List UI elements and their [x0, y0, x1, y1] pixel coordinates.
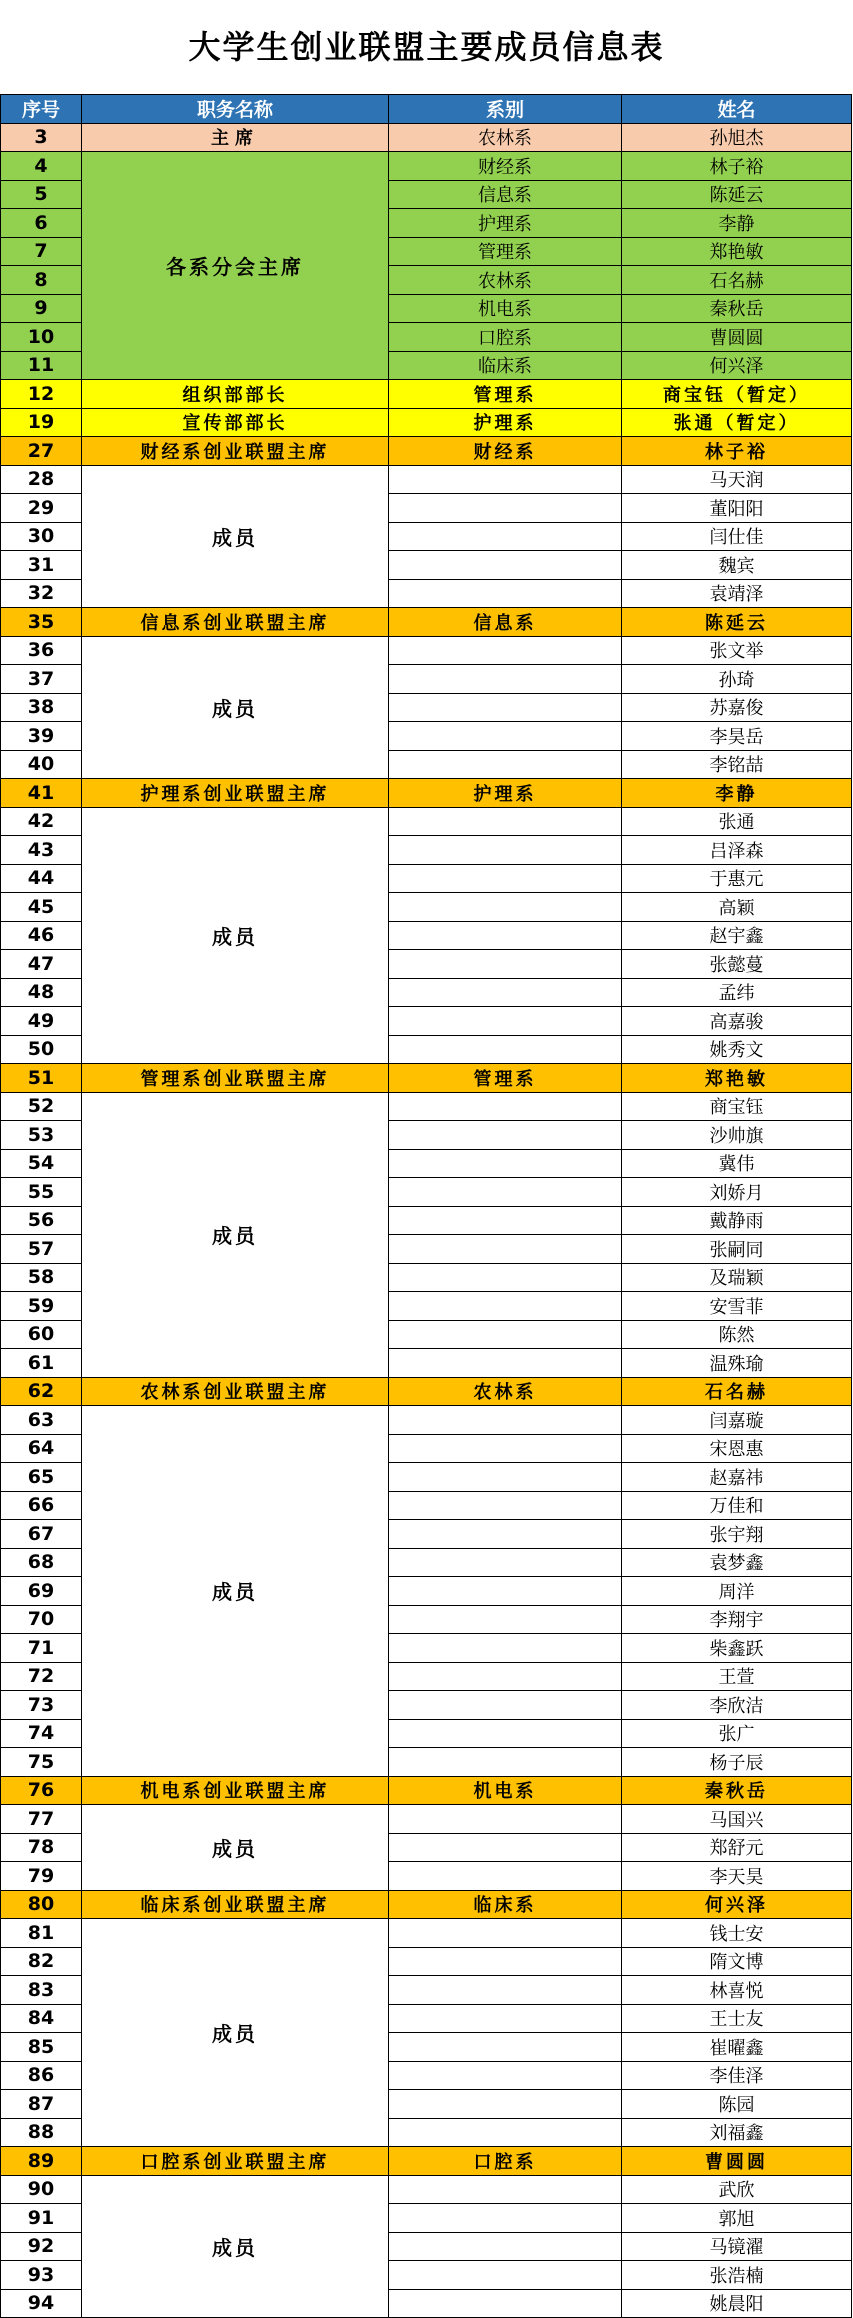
- position-cell: 各系分会主席: [82, 152, 389, 380]
- name-cell: 张广: [622, 1719, 852, 1748]
- department-cell: 农林系: [389, 1377, 622, 1406]
- name-cell: 袁梦鑫: [622, 1548, 852, 1577]
- department-cell: [389, 1520, 622, 1549]
- row-number: 91: [1, 2204, 82, 2233]
- table-row: [1, 1064, 852, 1093]
- position-cell: 成员: [82, 1406, 389, 1777]
- department-cell: [389, 1662, 622, 1691]
- department-cell: [389, 1634, 622, 1663]
- row-number: 49: [1, 1007, 82, 1036]
- table-row: [1, 636, 852, 665]
- position-cell: 财经系创业联盟主席: [82, 437, 389, 466]
- department-cell: 机电系: [389, 294, 622, 323]
- name-cell: 苏嘉俊: [622, 693, 852, 722]
- row-number: 70: [1, 1605, 82, 1634]
- row-number: 35: [1, 608, 82, 637]
- row-number: 77: [1, 1805, 82, 1834]
- position-cell: 组织部部长: [82, 380, 389, 409]
- row-number: 51: [1, 1064, 82, 1093]
- department-cell: 信息系: [389, 180, 622, 209]
- row-number: 69: [1, 1577, 82, 1606]
- name-cell: 石名赫: [622, 1377, 852, 1406]
- department-cell: [389, 1862, 622, 1891]
- row-number: 54: [1, 1149, 82, 1178]
- department-cell: [389, 978, 622, 1007]
- name-cell: 林喜悦: [622, 1976, 852, 2005]
- name-cell: 商宝钰: [622, 1092, 852, 1121]
- row-number: 86: [1, 2061, 82, 2090]
- position-cell: 成员: [82, 2175, 389, 2318]
- position-cell: 成员: [82, 636, 389, 779]
- row-number: 38: [1, 693, 82, 722]
- department-cell: 管理系: [389, 1064, 622, 1093]
- name-cell: 刘娇月: [622, 1178, 852, 1207]
- row-number: 37: [1, 665, 82, 694]
- department-cell: [389, 2232, 622, 2261]
- table-row: [1, 1377, 852, 1406]
- department-cell: 管理系: [389, 237, 622, 266]
- row-number: 30: [1, 522, 82, 551]
- name-cell: 曹圆圆: [622, 2147, 852, 2176]
- department-cell: [389, 1947, 622, 1976]
- row-number: 72: [1, 1662, 82, 1691]
- table-row: [1, 2147, 852, 2176]
- row-number: 28: [1, 465, 82, 494]
- row-number: 39: [1, 722, 82, 751]
- name-cell: 王士友: [622, 2004, 852, 2033]
- row-number: 87: [1, 2090, 82, 2119]
- page-title: 大学生创业联盟主要成员信息表: [188, 28, 665, 66]
- row-number: 55: [1, 1178, 82, 1207]
- name-cell: 张宇翔: [622, 1520, 852, 1549]
- name-cell: 魏宾: [622, 551, 852, 580]
- department-cell: 信息系: [389, 608, 622, 637]
- department-cell: [389, 1263, 622, 1292]
- department-cell: [389, 1178, 622, 1207]
- table-row: [1, 2175, 852, 2204]
- department-cell: [389, 636, 622, 665]
- row-number: 71: [1, 1634, 82, 1663]
- name-cell: 杨子辰: [622, 1748, 852, 1777]
- department-cell: [389, 1976, 622, 2005]
- department-cell: [389, 750, 622, 779]
- name-cell: 高颖: [622, 893, 852, 922]
- department-cell: 管理系: [389, 380, 622, 409]
- row-number: 59: [1, 1292, 82, 1321]
- department-cell: [389, 579, 622, 608]
- row-number: 27: [1, 437, 82, 466]
- department-cell: [389, 1719, 622, 1748]
- row-number: 6: [1, 209, 82, 238]
- department-cell: [389, 1605, 622, 1634]
- row-number: 81: [1, 1919, 82, 1948]
- name-cell: 高嘉骏: [622, 1007, 852, 1036]
- table-row: [1, 1406, 852, 1435]
- name-cell: 孟纬: [622, 978, 852, 1007]
- row-number: 60: [1, 1320, 82, 1349]
- name-cell: 曹圆圆: [622, 323, 852, 352]
- row-number: 67: [1, 1520, 82, 1549]
- department-cell: [389, 1805, 622, 1834]
- row-number: 36: [1, 636, 82, 665]
- row-number: 93: [1, 2261, 82, 2290]
- department-cell: [389, 2090, 622, 2119]
- department-cell: [389, 2175, 622, 2204]
- row-number: 56: [1, 1206, 82, 1235]
- name-cell: 陈延云: [622, 608, 852, 637]
- position-cell: 农林系创业联盟主席: [82, 1377, 389, 1406]
- row-number: 8: [1, 266, 82, 295]
- name-cell: 李静: [622, 779, 852, 808]
- member-table-body: [1, 95, 852, 2318]
- row-number: 66: [1, 1491, 82, 1520]
- row-number: 88: [1, 2118, 82, 2147]
- row-number: 73: [1, 1691, 82, 1720]
- name-cell: 隋文博: [622, 1947, 852, 1976]
- department-cell: [389, 1292, 622, 1321]
- row-number: 84: [1, 2004, 82, 2033]
- position-cell: 成员: [82, 807, 389, 1064]
- name-cell: 陈然: [622, 1320, 852, 1349]
- name-cell: 李天昊: [622, 1862, 852, 1891]
- position-cell: 主席: [82, 123, 389, 152]
- department-cell: [389, 1035, 622, 1064]
- row-number: 64: [1, 1434, 82, 1463]
- department-cell: [389, 1320, 622, 1349]
- department-cell: [389, 807, 622, 836]
- name-cell: 赵宇鑫: [622, 921, 852, 950]
- department-cell: [389, 950, 622, 979]
- row-number: 44: [1, 864, 82, 893]
- name-cell: 张嗣同: [622, 1235, 852, 1264]
- department-cell: [389, 693, 622, 722]
- header-position: 职务名称: [82, 95, 389, 124]
- department-cell: [389, 1149, 622, 1178]
- name-cell: 石名赫: [622, 266, 852, 295]
- department-cell: [389, 2118, 622, 2147]
- name-cell: 李静: [622, 209, 852, 238]
- row-number: 12: [1, 380, 82, 409]
- row-number: 19: [1, 408, 82, 437]
- department-cell: [389, 2204, 622, 2233]
- row-number: 7: [1, 237, 82, 266]
- row-number: 79: [1, 1862, 82, 1891]
- name-cell: 李翔宇: [622, 1605, 852, 1634]
- name-cell: 李欣洁: [622, 1691, 852, 1720]
- name-cell: 张通（暂定）: [622, 408, 852, 437]
- name-cell: 万佳和: [622, 1491, 852, 1520]
- name-cell: 马国兴: [622, 1805, 852, 1834]
- name-cell: 郑舒元: [622, 1833, 852, 1862]
- department-cell: [389, 1691, 622, 1720]
- row-number: 92: [1, 2232, 82, 2261]
- name-cell: 刘福鑫: [622, 2118, 852, 2147]
- name-cell: 闫仕佳: [622, 522, 852, 551]
- row-number: 52: [1, 1092, 82, 1121]
- name-cell: 秦秋岳: [622, 294, 852, 323]
- row-number: 94: [1, 2289, 82, 2318]
- row-number: 58: [1, 1263, 82, 1292]
- name-cell: 陈园: [622, 2090, 852, 2119]
- position-cell: 口腔系创业联盟主席: [82, 2147, 389, 2176]
- department-cell: 护理系: [389, 209, 622, 238]
- name-cell: 宋恩惠: [622, 1434, 852, 1463]
- department-cell: [389, 1406, 622, 1435]
- header-department: 系别: [389, 95, 622, 124]
- table-row: [1, 1092, 852, 1121]
- row-number: 78: [1, 1833, 82, 1862]
- row-number: 62: [1, 1377, 82, 1406]
- table-row: [1, 779, 852, 808]
- department-cell: 农林系: [389, 123, 622, 152]
- row-number: 80: [1, 1890, 82, 1919]
- row-number: 85: [1, 2033, 82, 2062]
- row-number: 50: [1, 1035, 82, 1064]
- table-row: [1, 608, 852, 637]
- department-cell: 机电系: [389, 1776, 622, 1805]
- name-cell: 钱士安: [622, 1919, 852, 1948]
- row-number: 82: [1, 1947, 82, 1976]
- table-row: [1, 465, 852, 494]
- table-row: [1, 380, 852, 409]
- row-number: 53: [1, 1121, 82, 1150]
- department-cell: [389, 1206, 622, 1235]
- row-number: 76: [1, 1776, 82, 1805]
- position-cell: 机电系创业联盟主席: [82, 1776, 389, 1805]
- department-cell: [389, 1434, 622, 1463]
- row-number: 57: [1, 1235, 82, 1264]
- name-cell: 马镜濯: [622, 2232, 852, 2261]
- member-table: [0, 94, 852, 2318]
- department-cell: [389, 551, 622, 580]
- department-cell: [389, 1919, 622, 1948]
- row-number: 31: [1, 551, 82, 580]
- name-cell: 李佳泽: [622, 2061, 852, 2090]
- name-cell: 张通: [622, 807, 852, 836]
- row-number: 90: [1, 2175, 82, 2204]
- position-cell: 成员: [82, 1805, 389, 1891]
- name-cell: 马天润: [622, 465, 852, 494]
- row-number: 29: [1, 494, 82, 523]
- department-cell: [389, 465, 622, 494]
- department-cell: [389, 1463, 622, 1492]
- department-cell: [389, 1748, 622, 1777]
- row-number: 11: [1, 351, 82, 380]
- department-cell: 护理系: [389, 779, 622, 808]
- department-cell: [389, 665, 622, 694]
- table-row: [1, 1805, 852, 1834]
- name-cell: 郭旭: [622, 2204, 852, 2233]
- department-cell: 农林系: [389, 266, 622, 295]
- department-cell: [389, 1121, 622, 1150]
- row-number: 41: [1, 779, 82, 808]
- department-cell: [389, 1833, 622, 1862]
- table-row: [1, 807, 852, 836]
- name-cell: 孙琦: [622, 665, 852, 694]
- position-cell: 护理系创业联盟主席: [82, 779, 389, 808]
- row-number: 32: [1, 579, 82, 608]
- department-cell: 财经系: [389, 152, 622, 181]
- name-cell: 武欣: [622, 2175, 852, 2204]
- name-cell: 赵嘉祎: [622, 1463, 852, 1492]
- name-cell: 沙帅旗: [622, 1121, 852, 1150]
- row-number: 63: [1, 1406, 82, 1435]
- department-cell: [389, 722, 622, 751]
- name-cell: 姚晨阳: [622, 2289, 852, 2318]
- department-cell: 护理系: [389, 408, 622, 437]
- name-cell: 闫嘉璇: [622, 1406, 852, 1435]
- name-cell: 袁靖泽: [622, 579, 852, 608]
- row-number: 74: [1, 1719, 82, 1748]
- department-cell: [389, 1349, 622, 1378]
- name-cell: 李铭喆: [622, 750, 852, 779]
- row-number: 83: [1, 1976, 82, 2005]
- table-row: [1, 123, 852, 152]
- row-number: 40: [1, 750, 82, 779]
- row-number: 68: [1, 1548, 82, 1577]
- row-number: 46: [1, 921, 82, 950]
- row-number: 4: [1, 152, 82, 181]
- position-cell: 信息系创业联盟主席: [82, 608, 389, 637]
- row-number: 47: [1, 950, 82, 979]
- position-cell: 成员: [82, 1092, 389, 1377]
- name-cell: 姚秀文: [622, 1035, 852, 1064]
- department-cell: 口腔系: [389, 2147, 622, 2176]
- department-cell: [389, 1491, 622, 1520]
- row-number: 42: [1, 807, 82, 836]
- row-number: 75: [1, 1748, 82, 1777]
- table-row: [1, 152, 852, 181]
- row-number: 3: [1, 123, 82, 152]
- name-cell: 周洋: [622, 1577, 852, 1606]
- row-number: 10: [1, 323, 82, 352]
- position-cell: 成员: [82, 465, 389, 608]
- department-cell: [389, 1235, 622, 1264]
- table-row: [1, 437, 852, 466]
- name-cell: 郑艳敏: [622, 237, 852, 266]
- name-cell: 秦秋岳: [622, 1776, 852, 1805]
- department-cell: [389, 2289, 622, 2318]
- department-cell: [389, 2004, 622, 2033]
- row-number: 65: [1, 1463, 82, 1492]
- department-cell: [389, 494, 622, 523]
- row-number: 5: [1, 180, 82, 209]
- department-cell: [389, 2033, 622, 2062]
- table-row: [1, 1776, 852, 1805]
- department-cell: 临床系: [389, 351, 622, 380]
- header-name: 姓名: [622, 95, 852, 124]
- name-cell: 吕泽森: [622, 836, 852, 865]
- name-cell: 何兴泽: [622, 351, 852, 380]
- department-cell: [389, 1007, 622, 1036]
- name-cell: 崔曜鑫: [622, 2033, 852, 2062]
- name-cell: 董阳阳: [622, 494, 852, 523]
- name-cell: 李昊岳: [622, 722, 852, 751]
- position-cell: 临床系创业联盟主席: [82, 1890, 389, 1919]
- department-cell: [389, 1548, 622, 1577]
- department-cell: [389, 2061, 622, 2090]
- row-number: 45: [1, 893, 82, 922]
- table-row: [1, 1919, 852, 1948]
- department-cell: [389, 2261, 622, 2290]
- name-cell: 张浩楠: [622, 2261, 852, 2290]
- name-cell: 何兴泽: [622, 1890, 852, 1919]
- row-number: 9: [1, 294, 82, 323]
- department-cell: [389, 522, 622, 551]
- name-cell: 商宝钰（暂定）: [622, 380, 852, 409]
- department-cell: [389, 836, 622, 865]
- name-cell: 郑艳敏: [622, 1064, 852, 1093]
- department-cell: [389, 921, 622, 950]
- department-cell: 财经系: [389, 437, 622, 466]
- header-no: 序号: [1, 95, 82, 124]
- name-cell: 及瑞颖: [622, 1263, 852, 1292]
- name-cell: 孙旭杰: [622, 123, 852, 152]
- name-cell: 温殊瑜: [622, 1349, 852, 1378]
- row-number: 48: [1, 978, 82, 1007]
- department-cell: 口腔系: [389, 323, 622, 352]
- name-cell: 林子裕: [622, 152, 852, 181]
- name-cell: 林子裕: [622, 437, 852, 466]
- name-cell: 冀伟: [622, 1149, 852, 1178]
- position-cell: 宣传部部长: [82, 408, 389, 437]
- table-row: [1, 408, 852, 437]
- position-cell: 管理系创业联盟主席: [82, 1064, 389, 1093]
- name-cell: 张懿蔓: [622, 950, 852, 979]
- name-cell: 王萱: [622, 1662, 852, 1691]
- table-row: [1, 1890, 852, 1919]
- name-cell: 柴鑫跃: [622, 1634, 852, 1663]
- row-number: 61: [1, 1349, 82, 1378]
- name-cell: 陈延云: [622, 180, 852, 209]
- department-cell: [389, 893, 622, 922]
- department-cell: [389, 1092, 622, 1121]
- position-cell: 成员: [82, 1919, 389, 2147]
- department-cell: 临床系: [389, 1890, 622, 1919]
- name-cell: 戴静雨: [622, 1206, 852, 1235]
- row-number: 43: [1, 836, 82, 865]
- department-cell: [389, 1577, 622, 1606]
- row-number: 89: [1, 2147, 82, 2176]
- table-header-row: [1, 95, 852, 124]
- name-cell: 安雪菲: [622, 1292, 852, 1321]
- department-cell: [389, 864, 622, 893]
- name-cell: 张文举: [622, 636, 852, 665]
- name-cell: 于惠元: [622, 864, 852, 893]
